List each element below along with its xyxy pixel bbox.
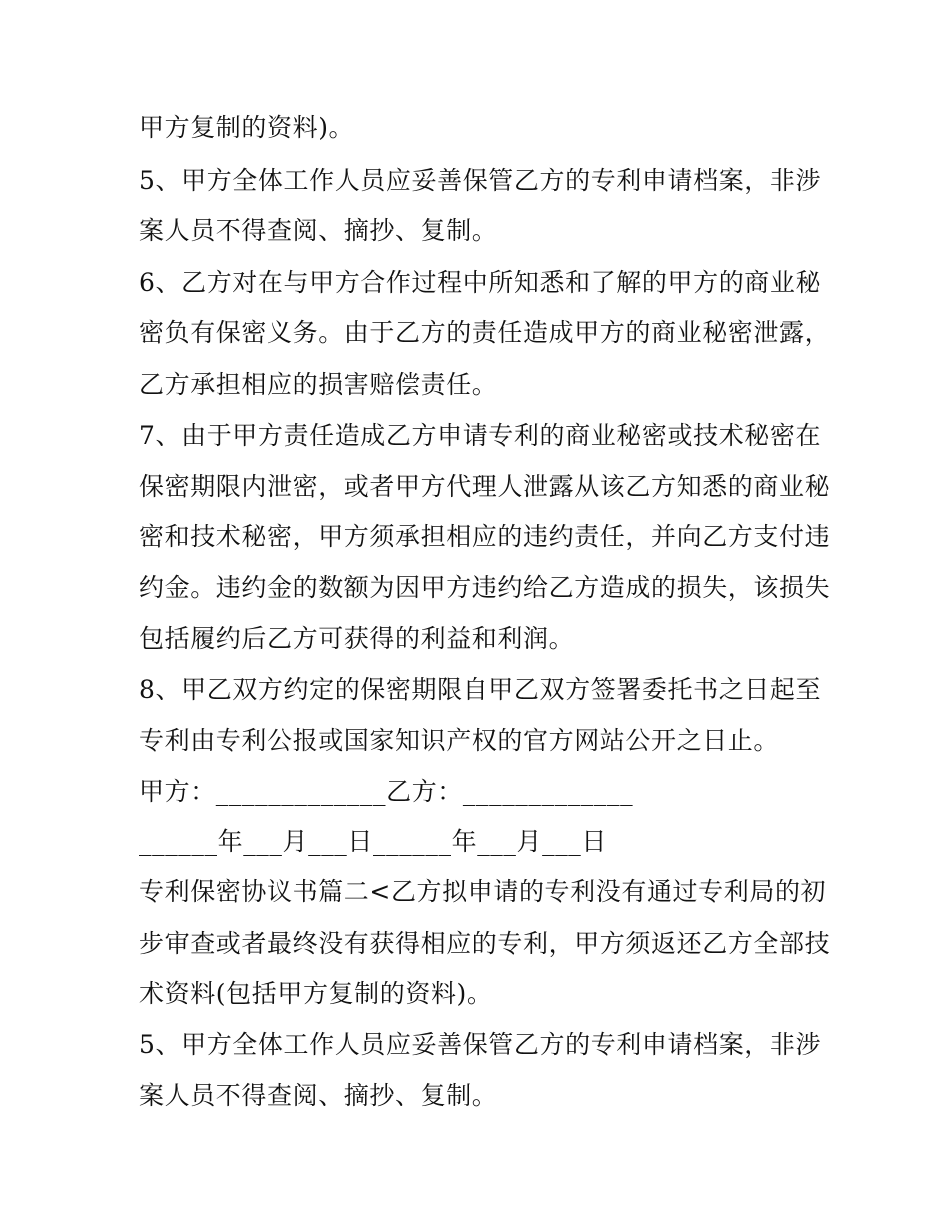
text-line: 专利由专利公报或国家知识产权的官方网站公开之日止。 [139,726,780,755]
text-line: 甲方复制的资料)。 [139,113,355,142]
text-line: 5、甲方全体工作人员应妥善保管乙方的专利申请档案，非涉 [139,1030,822,1059]
text-line: 5、甲方全体工作人员应妥善保管乙方的专利申请档案，非涉 [139,166,822,195]
text-line: 包括履约后乙方可获得的利益和利润。 [139,624,575,653]
date-line: ______年___月___日______年___月___日 [139,827,608,856]
text-line: 密和技术秘密，甲方须承担相应的违约责任，并向乙方支付违 [139,522,831,551]
text-line: 密负有保密义务。由于乙方的责任造成甲方的商业秘密泄露， [139,318,831,347]
text-line: 保密期限内泄密，或者甲方代理人泄露从该乙方知悉的商业秘 [139,472,831,501]
text-line: 案人员不得查阅、摘抄、复制。 [139,216,498,245]
signature-line: 甲方：_____________乙方：_____________ [139,777,634,806]
text-line: 步审查或者最终没有获得相应的专利，甲方须返还乙方全部技 [139,929,831,958]
text-line: 术资料(包括甲方复制的资料)。 [139,979,493,1008]
text-line: 乙方承担相应的损害赔偿责任。 [139,370,498,399]
text-line: 8、甲乙双方约定的保密期限自甲乙双方签署委托书之日起至 [139,675,822,704]
text-line: 专利保密协议书篇二<乙方拟申请的专利没有通过专利局的初 [139,877,827,906]
text-line: 案人员不得查阅、摘抄、复制。 [139,1081,498,1110]
text-line: 约金。违约金的数额为因甲方违约给乙方造成的损失，该损失 [139,573,831,602]
text-line: 7、由于甲方责任造成乙方申请专利的商业秘密或技术秘密在 [139,421,822,450]
text-line: 6、乙方对在与甲方合作过程中所知悉和了解的甲方的商业秘 [139,268,822,297]
